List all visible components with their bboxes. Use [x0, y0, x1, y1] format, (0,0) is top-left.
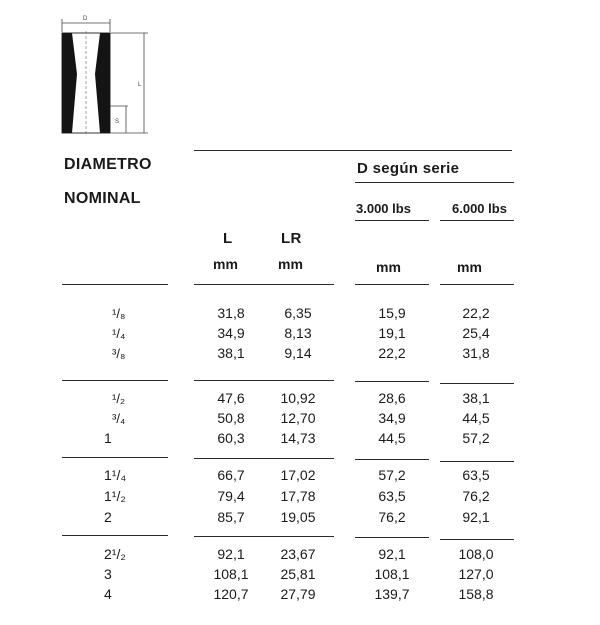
value-d-6000: 44,5 — [462, 410, 490, 426]
table-row — [0, 487, 600, 506]
header-bottom-rule-3000 — [355, 284, 429, 285]
value-d-6000: 31,8 — [462, 345, 490, 361]
series-6000-rule — [440, 220, 514, 221]
value-d-3000: 44,5 — [378, 430, 406, 446]
group-divider — [194, 380, 334, 381]
value-lr: 9,14 — [284, 345, 312, 361]
value-l: 108,1 — [213, 566, 249, 582]
group-divider — [355, 381, 429, 382]
value-lr: 25,81 — [280, 566, 316, 582]
value-d-3000: 139,7 — [374, 586, 410, 602]
group-divider — [62, 457, 168, 458]
table-row — [0, 344, 600, 363]
value-l: 60,3 — [217, 430, 245, 446]
header-unit-lr: mm — [278, 256, 303, 272]
header-series-6000: 6.000 lbs — [452, 201, 507, 216]
header-unit-l: mm — [213, 256, 238, 272]
nominal-size: 1¹/₄ — [104, 467, 127, 483]
value-l: 79,4 — [217, 488, 245, 504]
nominal-size: 2¹/₂ — [104, 546, 126, 562]
value-d-6000: 92,1 — [462, 509, 490, 525]
nominal-size: 1 — [104, 430, 112, 446]
value-l: 120,7 — [213, 586, 249, 602]
value-lr: 17,02 — [280, 467, 316, 483]
group-divider — [62, 380, 168, 381]
table-row — [0, 324, 600, 343]
value-d-3000: 92,1 — [378, 546, 406, 562]
value-lr: 10,92 — [280, 390, 316, 406]
group-divider — [440, 539, 514, 540]
header-bottom-rule-l-lr — [194, 284, 334, 285]
table-row — [0, 389, 600, 408]
diagram-label-s: S — [115, 119, 120, 125]
value-l: 34,9 — [217, 325, 245, 341]
series-3000-rule — [355, 220, 429, 221]
table-row — [0, 429, 600, 448]
header-series-title: D según serie — [357, 160, 460, 177]
nominal-size: ¹/₂ — [112, 391, 125, 406]
value-d-6000: 22,2 — [462, 305, 490, 321]
header-nominal-line2: NOMINAL — [64, 190, 141, 207]
coupling-diagram — [52, 12, 160, 136]
value-d-3000: 15,9 — [378, 305, 406, 321]
value-d-3000: 108,1 — [374, 566, 410, 582]
diagram-label-l: L — [138, 82, 142, 88]
header-series-3000: 3.000 lbs — [356, 201, 411, 216]
value-l: 47,6 — [217, 390, 245, 406]
value-lr: 19,05 — [280, 509, 316, 525]
value-d-3000: 28,6 — [378, 390, 406, 406]
group-divider — [194, 536, 334, 537]
value-lr: 23,67 — [280, 546, 316, 562]
value-d-3000: 63,5 — [378, 488, 406, 504]
header-unit-3000: mm — [376, 259, 401, 275]
header-bottom-rule-nominal — [62, 284, 168, 285]
value-d-6000: 158,8 — [458, 586, 494, 602]
table-row — [0, 508, 600, 527]
table-row — [0, 545, 600, 564]
header-bottom-rule-6000 — [440, 284, 514, 285]
header-top-rule — [194, 150, 512, 151]
header-col-lr: LR — [281, 230, 302, 247]
value-lr: 27,79 — [280, 586, 316, 602]
value-l: 38,1 — [217, 345, 245, 361]
table-row — [0, 565, 600, 584]
nominal-size: 2 — [104, 509, 112, 525]
value-d-6000: 63,5 — [462, 467, 490, 483]
nominal-size: 3 — [104, 566, 112, 582]
table-row — [0, 409, 600, 428]
table-row — [0, 585, 600, 604]
group-divider — [62, 535, 168, 536]
value-lr: 17,78 — [280, 488, 316, 504]
value-d-3000: 22,2 — [378, 345, 406, 361]
value-l: 50,8 — [217, 410, 245, 426]
nominal-size: ¹/₄ — [112, 326, 126, 341]
value-d-6000: 108,0 — [458, 546, 494, 562]
value-d-3000: 19,1 — [378, 325, 406, 341]
value-lr: 14,73 — [280, 430, 316, 446]
value-d-6000: 57,2 — [462, 430, 490, 446]
group-divider — [440, 383, 514, 384]
nominal-size: ¹/₈ — [112, 306, 126, 321]
value-l: 92,1 — [217, 546, 245, 562]
series-rule — [355, 182, 514, 183]
value-l: 31,8 — [217, 305, 245, 321]
value-lr: 6,35 — [284, 305, 312, 321]
value-l: 85,7 — [217, 509, 245, 525]
value-d-3000: 34,9 — [378, 410, 406, 426]
table-row — [0, 304, 600, 323]
value-d-6000: 25,4 — [462, 325, 490, 341]
value-d-6000: 127,0 — [458, 566, 494, 582]
value-l: 66,7 — [217, 467, 245, 483]
value-d-3000: 57,2 — [378, 467, 406, 483]
value-lr: 8,13 — [284, 325, 312, 341]
nominal-size: 1¹/₂ — [104, 488, 126, 504]
header-nominal-line1: DIAMETRO — [64, 156, 152, 173]
header-col-l: L — [223, 230, 233, 247]
nominal-size: 4 — [104, 586, 112, 602]
nominal-size: ³/₄ — [112, 411, 126, 426]
value-lr: 12,70 — [280, 410, 316, 426]
group-divider — [194, 458, 334, 459]
header-unit-6000: mm — [457, 259, 482, 275]
value-d-3000: 76,2 — [378, 509, 406, 525]
value-d-6000: 38,1 — [462, 390, 490, 406]
group-divider — [440, 461, 514, 462]
group-divider — [355, 459, 429, 460]
diagram-label-d: D — [83, 16, 88, 22]
value-d-6000: 76,2 — [462, 488, 490, 504]
group-divider — [355, 537, 429, 538]
nominal-size: ³/₈ — [112, 346, 126, 361]
table-row — [0, 466, 600, 485]
